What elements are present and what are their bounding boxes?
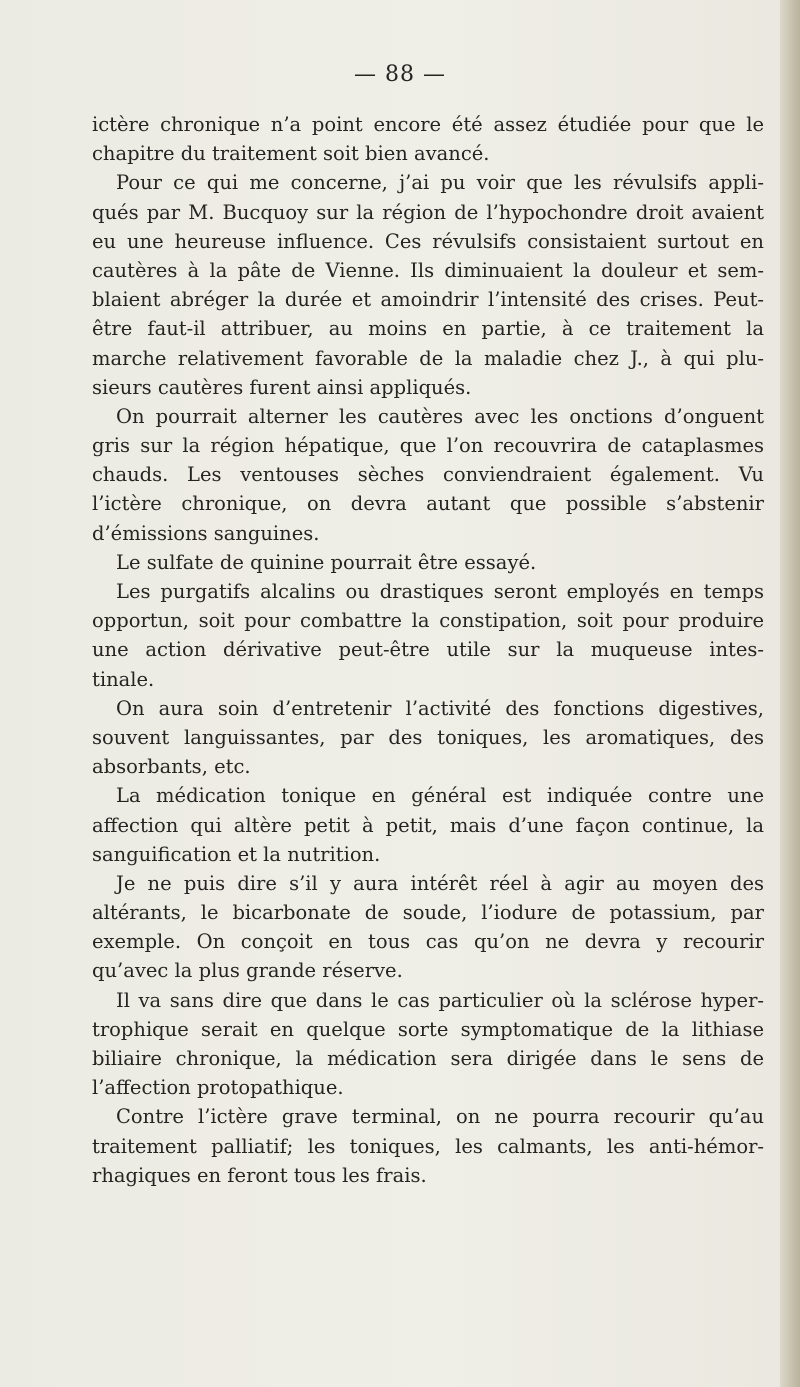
paragraph (92, 986, 764, 1103)
text-line: absorbants, etc. (92, 755, 251, 779)
text-line: On pourrait alterner les cautères avec les onctions d’onguent (116, 404, 764, 428)
text-line: tinale. (92, 667, 155, 691)
paragraph (92, 781, 764, 869)
text-line: cautères à la pâte de Vienne. Ils diminuaient la douleur et sem- (92, 258, 764, 282)
text-line: Le sulfate de quinine pourrait être essayé. (116, 550, 537, 574)
text-line: opportun, soit pour combattre la constipation, soit pour produire (92, 609, 764, 633)
paragraph (92, 168, 764, 402)
text-line: chapitre du traitement soit bien avancé. (92, 142, 490, 166)
text-line: ictère chronique n’a point encore été assez étudiée pour que le (92, 113, 764, 136)
text-line: être faut-il attribuer, au moins en partie, à ce traitement la (92, 317, 764, 341)
paragraph (92, 548, 764, 577)
text-line: gris sur la région hépatique, que l’on recouvrira de cataplasmes (92, 434, 764, 458)
text-line: traitement palliatif; les toniques, les calmants, les anti-hémor- (92, 1134, 764, 1158)
paragraph (92, 694, 764, 782)
paragraph (92, 577, 764, 694)
text-line: sanguification et la nutrition. (92, 842, 381, 866)
text-line: La médication tonique en général est indiquée contre une (116, 784, 764, 808)
text-line: Il va sans dire que dans le cas particulier où la sclérose hyper- (116, 988, 764, 1012)
text-line: Les purgatifs alcalins ou drastiques seront employés en temps (116, 580, 764, 603)
text-line: Pour ce qui me concerne, j’ai pu voir que les révulsifs appli- (116, 171, 764, 195)
text-line: qués par M. Bucquoy sur la région de l’hypochondre droit avaient (92, 200, 764, 224)
text-line: eu une heureuse influence. Ces révulsifs consistaient surtout en (92, 229, 764, 253)
paragraph (92, 110, 764, 168)
text-line: qu’avec la plus grande réserve. (92, 959, 403, 983)
text-line: l’affection protopathique. (92, 1076, 344, 1100)
text-line: blaient abréger la durée et amoindrir l’intensité des crises. Peut- (92, 288, 764, 312)
text-line: sieurs cautères furent ainsi appliqués. (92, 375, 472, 399)
body-text (92, 110, 764, 1190)
text-line: une action dérivative peut-être utile sur la muqueuse intes- (92, 638, 764, 662)
text-line: souvent languissantes, par des toniques, les aromatiques, des (92, 725, 764, 749)
text-line: rhagiques en feront tous les frais. (92, 1163, 427, 1187)
text-line: Contre l’ictère grave terminal, on ne pourra recourir qu’au (116, 1105, 764, 1129)
paragraph (92, 1102, 764, 1190)
page-edge (780, 0, 800, 1387)
text-line: Je ne puis dire s’il y aura intérêt réel à agir au moyen des (116, 871, 764, 895)
text-line: On aura soin d’entretenir l’activité des fonctions digestives, (116, 696, 764, 720)
page-number: — 88 — (354, 62, 446, 87)
text-line: exemple. On conçoit en tous cas qu’on ne devra y recourir (92, 930, 764, 954)
text-line: marche relativement favorable de la maladie chez J., à qui plu- (92, 346, 764, 370)
paragraph (92, 402, 764, 548)
text-line: trophique serait en quelque sorte symptomatique de la lithiase (92, 1017, 764, 1041)
text-line: l’ictère chronique, on devra autant que possible s’abstenir (92, 492, 764, 516)
text-line: chauds. Les ventouses sèches conviendraient également. Vu (92, 463, 764, 487)
text-line: biliaire chronique, la médication sera dirigée dans le sens de (92, 1047, 764, 1070)
text-line: d’émissions sanguines. (92, 521, 320, 545)
text-line: altérants, le bicarbonate de soude, l’iodure de potassium, par (92, 901, 764, 925)
paragraph (92, 869, 764, 986)
text-line: affection qui altère petit à petit, mais d’une façon continue, la (92, 813, 764, 837)
